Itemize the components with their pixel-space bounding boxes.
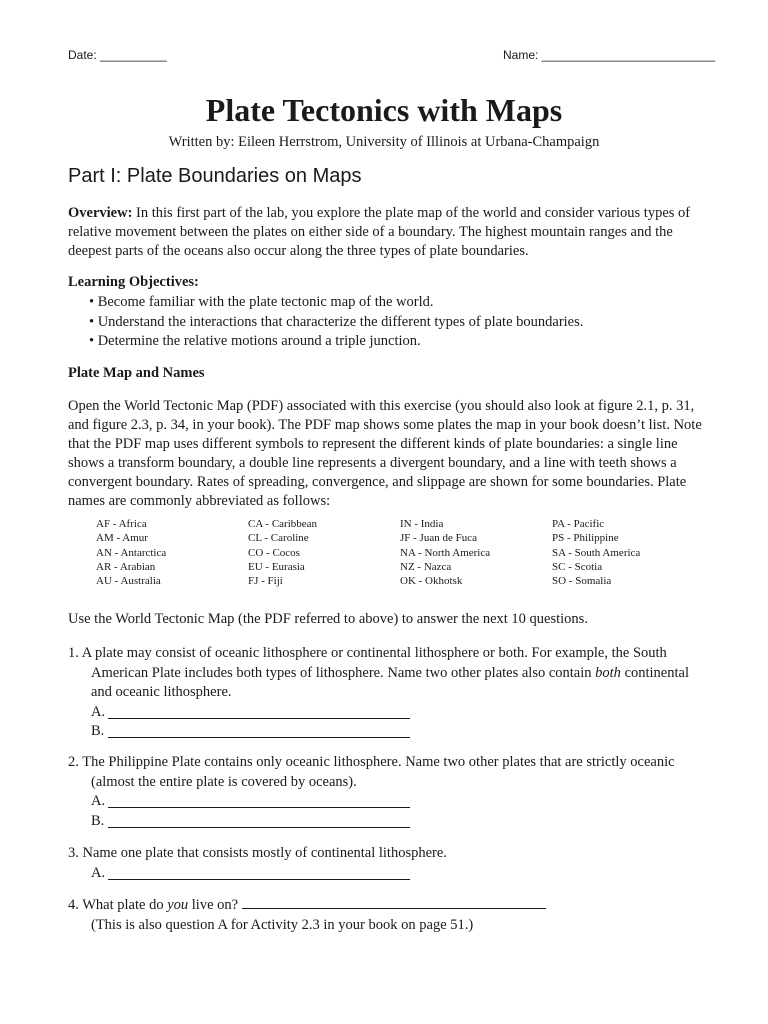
abbreviation-entry: AF - Africa — [96, 518, 147, 530]
answer-blank[interactable] — [108, 879, 410, 880]
emphasis-both: both — [595, 664, 621, 681]
question-4-text — [68, 895, 708, 916]
question-4 — [68, 895, 708, 935]
question-1-text-part: continental and oceanic lithosphere. — [91, 664, 689, 700]
abbreviation-entry: CO - Cocos — [248, 546, 300, 559]
answer-line-a[interactable] — [68, 703, 708, 723]
emphasis-you: you — [167, 897, 189, 913]
abbreviation-entry: JF - Juan de Fuca — [400, 532, 477, 545]
abbreviation-entry: CA - Caribbean — [248, 518, 318, 530]
answer-blank[interactable] — [108, 737, 410, 738]
answer-blank[interactable] — [108, 718, 410, 719]
abbreviation-entry: CL - Caroline — [248, 532, 309, 545]
answer-label: B. — [91, 812, 105, 829]
abbreviation-entry: SA - South America — [552, 546, 641, 559]
abbreviation-entry: IN - India — [400, 518, 444, 530]
answer-line-a[interactable] — [68, 792, 708, 812]
question-4-text-part: 4. What plate do — [68, 897, 168, 913]
abbreviation-entry: PS - Philippine — [552, 532, 619, 545]
answer-blank[interactable] — [242, 895, 546, 909]
name-field: Name: __________________________ — [503, 48, 716, 62]
question-4-note: (This is also question A for Activity 2.3 in your book on page 51.) — [91, 916, 474, 933]
plate-abbreviation-table — [96, 517, 704, 588]
learning-objectives-list — [89, 293, 583, 352]
question-4-text-part: live on? — [188, 897, 239, 913]
questions-intro: Use the World Tectonic Map (the PDF referred to above) to answer the next 10 questions. — [68, 611, 588, 627]
author-byline: Written by: Eileen Herrstrom, University of Illinois at Urbana-Champaign — [168, 134, 600, 150]
page-title: Plate Tectonics with Maps — [205, 92, 563, 128]
abbreviation-entry: SO - Somalia — [552, 575, 612, 588]
answer-label: A. — [91, 793, 106, 809]
plate-map-paragraph: Open the World Tectonic Map (PDF) associated with this exercise (you should also look at figure 2.1, p. 31, and figure 2.3, p. 34, in your book). The PDF map shows some plates the map in your book doesn’t list. Note that the PDF map uses different symbols to represent the different kinds of plate boundaries: a single line shows a transform boundary, a double line represents a divergent boundary, and a line with teeth shows a convergent boundary. Rates of spreading, convergence, and slippage are shown for some boundaries. Plate names are commonly abbreviated as follows: — [68, 398, 702, 509]
question-2 — [68, 753, 708, 831]
abbreviation-entry: NZ - Nazca — [400, 560, 452, 573]
objective-item: • Become familiar with the plate tectonic map of the world. — [89, 293, 583, 313]
abbreviation-entry: SC - Scotia — [552, 560, 603, 573]
question-2-text: 2. The Philippine Plate contains only oceanic lithosphere. Name two other plates that are strictly oceanic — [68, 754, 675, 770]
answer-label: A. — [91, 703, 106, 720]
objective-item: • Determine the relative motions around a triple junction. — [89, 332, 583, 352]
answer-line-b[interactable] — [68, 722, 708, 742]
learning-objectives-heading: Learning Objectives: — [68, 274, 199, 290]
date-field: Date: __________ — [68, 48, 167, 62]
abbreviation-entry: PA - Pacific — [552, 518, 605, 530]
abbreviation-entry: AR - Arabian — [96, 560, 156, 573]
answer-blank[interactable] — [108, 807, 410, 808]
question-1-text-part: American Plate includes both types of lithosphere. Name two other plates also contain — [91, 664, 596, 681]
question-1 — [68, 644, 708, 742]
question-1-text: 1. A plate may consist of oceanic lithosphere or continental lithosphere or both. For example, the South — [68, 645, 667, 661]
question-2-continuation: (almost the entire plate is covered by oceans). — [91, 773, 357, 790]
answer-line-b[interactable] — [68, 812, 708, 832]
abbreviation-entry: OK - Okhotsk — [400, 575, 463, 588]
abbreviation-entry: EU - Eurasia — [248, 560, 305, 573]
plate-map-heading: Plate Map and Names — [68, 365, 205, 381]
part-heading: Part I: Plate Boundaries on Maps — [68, 165, 362, 187]
answer-blank[interactable] — [108, 827, 410, 828]
objective-item: • Understand the interactions that characterize the different types of plate boundaries. — [89, 313, 583, 333]
abbreviation-entry: NA - North America — [400, 546, 491, 559]
answer-line-a[interactable] — [68, 864, 708, 884]
question-3 — [68, 844, 708, 883]
abbreviation-entry: AN - Antarctica — [96, 546, 167, 559]
abbreviation-entry: FJ - Fiji — [248, 575, 283, 588]
overview-paragraph — [68, 204, 708, 261]
question-3-text: 3. Name one plate that consists mostly of continental lithosphere. — [68, 845, 447, 861]
question-1-continuation — [68, 664, 708, 703]
overview-label: Overview: — [68, 205, 133, 221]
answer-label: A. — [91, 864, 106, 881]
answer-label: B. — [91, 723, 105, 739]
abbreviation-entry: AM - Amur — [96, 532, 148, 545]
abbreviation-entry: AU - Australia — [96, 575, 161, 588]
overview-text: In this first part of the lab, you explore the plate map of the world and consider various types of relative movement between the plates on either side of a boundary. The highest mountain ranges and the deepest parts of the oceans also occur along the three types of plate boundaries. — [68, 205, 691, 259]
